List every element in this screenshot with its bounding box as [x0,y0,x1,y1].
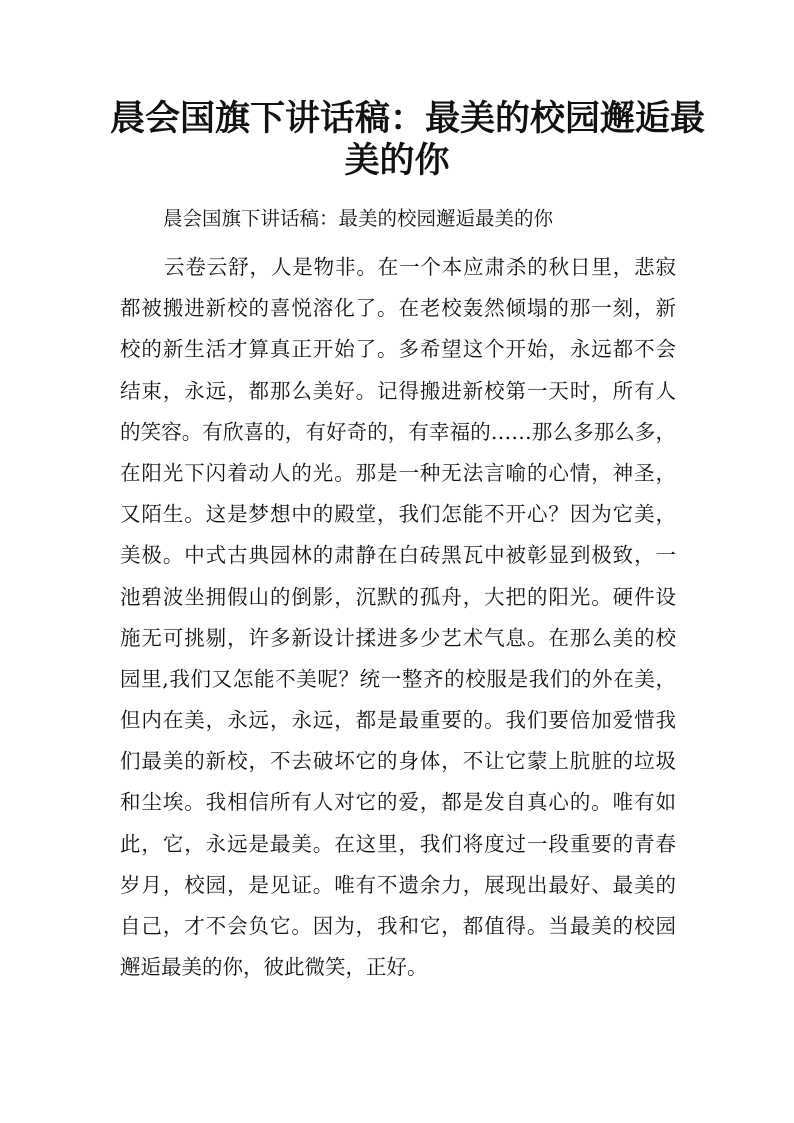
title-line: 晨会国旗下讲话稿：最美的校园邂逅最 [110,98,706,139]
body-line: 的笑容。有欣喜的，有好奇的，有幸福的……那么多那么多， [120,419,676,444]
body-line: 都被搬进新校的喜悦溶化了。在老校轰然倾塌的那一刻，新 [120,296,676,321]
body-line: 此，它，永远是最美。在这里，我们将度过一段重要的青春 [120,831,676,856]
body-line: 园里,我们又怎能不美呢？统一整齐的校服是我们的外在美， [120,666,676,691]
body-line: 云卷云舒，人是物非。在一个本应肃杀的秋日里，悲寂 [164,255,676,279]
body-line: 池碧波坐拥假山的倒影，沉默的孤舟，大把的阳光。硬件设 [120,584,676,609]
body-line: 们最美的新校，不去破坏它的身体，不让它蒙上肮脏的垃圾 [120,749,676,774]
body-line: 施无可挑剔，许多新设计揉进多少艺术气息。在那么美的校 [120,625,676,650]
body-line: 又陌生。这是梦想中的殿堂，我们怎能不开心？因为它美， [120,502,676,527]
body-line: 自己，才不会负它。因为，我和它，都值得。当最美的校园 [120,914,676,938]
document-subtitle: 晨会国旗下讲话稿：最美的校园邂逅最美的你 [163,207,554,230]
body-line: 在阳光下闪着动人的光。那是一种无法言喻的心情，神圣， [120,460,676,485]
body-line: 结束，永远，都那么美好。记得搬进新校第一天时，所有人 [120,378,676,403]
body-line: 岁月，校园，是见证。唯有不遗余力，展现出最好、最美的 [120,872,676,897]
body-line: 邂逅最美的你，彼此微笑，正好。 [120,955,428,980]
body-line: 校的新生活才算真正开始了。多希望这个开始，永远都不会 [120,337,676,362]
title-line: 美的你 [344,140,450,181]
body-line: 美极。中式古典园林的肃静在白砖黑瓦中被彰显到极致，一 [120,543,676,568]
body-line: 和尘埃。我相信所有人对它的爱，都是发自真心的。唯有如 [120,790,676,815]
body-line: 但内在美，永远，永远，都是最重要的。我们要倍加爱惜我 [120,708,676,733]
document-body [120,247,676,988]
document-title [110,98,706,182]
